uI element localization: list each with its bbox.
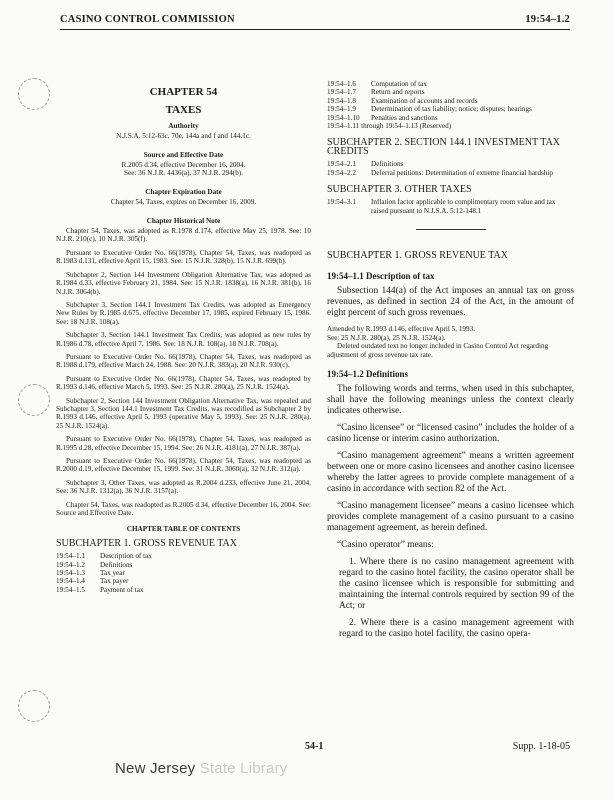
header-rule xyxy=(60,29,570,30)
toc-subchapter-2: SUBCHAPTER 2. SECTION 144.1 INVESTMENT TAX CREDITS xyxy=(327,137,561,157)
toc-num: 19:54–1.11 through 19:54–1.13 xyxy=(327,122,418,131)
history-paragraph: Subchapter 2, Section 144 Investment Obligation Alternative Tax, was adopted as R.1984 d.33, effective February 21, 1984. See: 15 N.J.R. 1838(a), 16 N.J.R. 381(b), 16 N.J.R. 3064(b). xyxy=(56,270,311,296)
toc-num: 19:54–1.4 xyxy=(56,577,85,586)
toc-subchapter-3: SUBCHAPTER 3. OTHER TAXES xyxy=(327,184,472,196)
section-divider xyxy=(416,229,486,230)
history-paragraph: Chapter 54, Taxes, was adopted as R.1978 d.174, effective May 25, 1978. See: 10 N.J.R. 210(c), 10 N.J.R. 305(f). xyxy=(56,227,311,244)
list-item: 2. Where there is a casino management agreement with regard to the casino hotel facility, the casino opera- xyxy=(339,617,574,639)
history-paragraph: Pursuant to Executive Order No. 66(1978), Chapter 54, Taxes, was readopted as R.1988 d.179, effective March 24, 1988. See: 20 N.J.R. 383(a), 20 N.J.R. 930(c). xyxy=(56,352,311,370)
toc-row xyxy=(327,122,574,130)
punch-hole-bottom xyxy=(18,690,50,722)
toc-num: 19:54–1.7 xyxy=(327,88,356,97)
toc-num: 19:54–1.5 xyxy=(56,585,85,594)
amendment-line: Deleted outdated text no longer included in Casino Control Act regarding adjustment of gross revenue tax rate. xyxy=(327,342,549,359)
toc-table-continued xyxy=(327,80,574,130)
toc-text: Penalties and sanctions xyxy=(371,113,438,122)
definition-paragraph: “Casino management licensee” means a casino licensee which provides complete management of a casino pursuant to a casino management agreement, as herein defined. xyxy=(327,500,574,533)
toc-text: Examination of accounts and records xyxy=(371,96,478,105)
toc-text: Determination of tax liability; notice; disputes; hearings xyxy=(371,105,532,114)
toc-text: Tax payer xyxy=(100,577,129,586)
expiration-text: Chapter 54, Taxes, expires on December 16, 2009. xyxy=(110,198,257,207)
toc-num: 19:54–1.8 xyxy=(327,96,356,105)
history-paragraph: Subchapter 2, Section 144 Investment Obligation Alternative Tax, was repealed and Subchapter 3, Section 144.1 Investment Tax Credits, was recodified as Subchapter 2 by R.1993 d.146, effective April 5, 1993 (operative May 5, 1993). See: 25 N.J.R. 280(a), 25 N.J.R. 1524(a). xyxy=(56,396,311,430)
expiration-heading: Chapter Expiration Date xyxy=(145,187,222,196)
toc-text: Deferral petitions: Determination of extreme financial hardship xyxy=(371,168,554,177)
toc-num: 19:54–1.3 xyxy=(56,569,85,578)
toc-num: 19:54–1.1 xyxy=(56,552,85,561)
toc-text: Definitions xyxy=(371,160,404,169)
toc-row xyxy=(327,80,574,88)
section-1-1-text: Subsection 144(a) of the Act imposes an annual tax on gross revenues, as defined in section 24 of the Act, in the amount of eight percent of such gross revenues. xyxy=(327,286,574,319)
toc-num: 19:54–2.1 xyxy=(327,160,356,169)
rule-text xyxy=(327,250,574,640)
toc-row xyxy=(327,198,574,215)
toc-text: Definitions xyxy=(100,560,133,569)
chapter-number: CHAPTER 54 xyxy=(149,86,218,98)
punch-hole-middle xyxy=(18,384,50,416)
header-section-number: 19:54–1.2 xyxy=(525,14,570,25)
definition-paragraph: The following words and terms, when used in this subchapter, shall have the following meanings unless the context clearly indicates otherwise. xyxy=(327,383,574,416)
right-column xyxy=(327,80,574,646)
toc-row xyxy=(56,586,311,594)
history-paragraph: Pursuant to Executive Order No. 66(1978), Chapter 54, Taxes, was readopted by R.1993 d.146, effective March 5, 1993. See: 25 N.J.R. 280(a), 25 N.J.R. 1524(a). xyxy=(56,374,311,392)
toc-row xyxy=(327,169,574,177)
source-heading: Source and Effective Date xyxy=(143,150,224,159)
toc-text: Payment of tax xyxy=(100,585,144,594)
toc-row xyxy=(56,552,311,560)
amendment-line: See: 25 N.J.R. 280(a), 25 N.J.R. 1524(a). xyxy=(327,333,446,342)
toc-heading: CHAPTER TABLE OF CONTENTS xyxy=(126,525,241,534)
definition-paragraph: “Casino licensee” or “licensed casino” includes the holder of a casino license or interim casino authorization. xyxy=(327,422,574,444)
history-paragraph: Chapter 54, Taxes, was readopted as R.2005 d.34, effective December 16, 2004. See: Source and Effective Date. xyxy=(56,500,311,518)
definition-list xyxy=(327,557,574,640)
amendment-line: Amended by R.1993 d.146, effective April 5, 1993. xyxy=(327,325,475,334)
toc-num: 19:54–3.1 xyxy=(327,198,356,207)
toc-row xyxy=(327,97,574,105)
history-paragraph: Subchapter 3, Other Taxes, was adopted as R.2004 d.233, effective June 21, 2004. See: 36 N.J.R. 1312(a), 36 N.J.R. 3157(a). xyxy=(56,478,311,496)
toc-num: 19:54–1.10 xyxy=(327,113,360,122)
history-paragraph: Subchapter 3, Section 144.1 Investment Tax Credits, was adopted as new rules by R.1986 d.78, effective April 7, 1986. See: 18 N.J.R. 108(a), 18 N.J.R. 708(a). xyxy=(56,331,311,348)
history-paragraph: Pursuant to Executive Order No. 66(1978), Chapter 54, Taxes, was readopted as R.1983 d.131, effective April 15, 1983. See: 15 N.J.R. 328(b), 15 N.J.R. 699(b). xyxy=(56,248,311,266)
toc-row xyxy=(327,88,574,96)
left-column xyxy=(56,80,311,594)
toc-row xyxy=(327,160,574,168)
toc-table-sub2 xyxy=(327,160,574,177)
list-item: 1. Where there is no casino management agreement with regard to the casino hotel facility, the casino operator shall be the casino licensee which is responsible for submitting and maintaining the internal controls required by section 99 of the Act; or xyxy=(339,556,574,611)
toc-text: Computation of tax xyxy=(371,80,427,88)
authority-text: N.J.S.A. 5:12-63c, 70e, 144a and f and 144.1c. xyxy=(116,132,251,141)
definition-paragraph: “Casino operator” means: xyxy=(337,539,434,550)
source-line-2: See: 36 N.J.R. 4436(a), 37 N.J.R. 294(b). xyxy=(124,169,243,178)
subchapter-1-heading: SUBCHAPTER 1. GROSS REVENUE TAX xyxy=(327,250,508,262)
toc-text: Return and reports xyxy=(371,88,425,97)
section-1-1-heading: 19:54–1.1 Description of tax xyxy=(327,271,435,282)
toc-text: Tax year xyxy=(100,569,125,578)
supplement-date: Supp. 1-18-05 xyxy=(512,741,570,752)
toc-text: Description of tax xyxy=(100,552,152,561)
library-name-part: New Jersey xyxy=(115,760,200,777)
toc-row xyxy=(56,569,311,577)
history-paragraph: Subchapter 3, Section 144.1 Investment Tax Credits, was adopted as Emergency New Rules by R.1985 d.675, effective December 17, 1985, expired February 15, 1986. See: 18 N.J.R. 108(a). xyxy=(56,300,311,326)
toc-table-sub3 xyxy=(327,198,574,215)
history-paragraph: Pursuant to Executive Order No. 66(1978), Chapter 54, Taxes, was readopted as R.1995 d.28, effective December 15, 1994. See: 26 N.J.R. 4181(a), 27 N.J.R. 387(a). xyxy=(56,435,311,452)
library-name-part: State Library xyxy=(199,760,288,777)
toc-subchapter-1: SUBCHAPTER 1. GROSS REVENUE TAX xyxy=(56,537,237,549)
page-number: 54-1 xyxy=(305,741,324,752)
toc-num: 19:54–1.9 xyxy=(327,105,356,114)
authority-heading: Authority xyxy=(168,121,199,130)
toc-table xyxy=(56,552,311,594)
toc-num: 19:54–1.6 xyxy=(327,80,356,88)
chapter-title: TAXES xyxy=(165,104,202,117)
page-header xyxy=(60,14,570,26)
amendment-note xyxy=(327,325,574,359)
toc-row xyxy=(56,577,311,585)
toc-text: (Reserved) xyxy=(419,122,452,131)
section-1-2-heading: 19:54–1.2 Definitions xyxy=(327,368,408,379)
punch-hole-top xyxy=(18,78,50,110)
toc-num: 19:54–1.2 xyxy=(56,560,85,569)
history-heading: Chapter Historical Note xyxy=(146,216,221,225)
definition-paragraph: “Casino management agreement” means a written agreement between one or more casino licensees and another casino licensee whereby the latter agrees to provide complete management of a casino in accordance with section 82 of the Act. xyxy=(327,450,574,494)
header-left-title: CASINO CONTROL COMMISSION xyxy=(60,14,235,25)
toc-row xyxy=(327,105,574,113)
toc-text: Inflation factor applicable to complimentary room value and tax raised pursuant to N.J.S.A. 5:12-148.1 xyxy=(371,198,556,215)
toc-num: 19:54–2.2 xyxy=(327,168,356,177)
library-watermark xyxy=(115,760,287,777)
source-line-1: R.2005 d.34, effective December 16, 2004. xyxy=(121,161,246,170)
history-paragraph: Pursuant to Executive Order No. 66(1978), Chapter 54, Taxes, was readopted as R.2000 d.19, effective December 15, 1999. See: 31 N.J.R. 3060(a), 32 N.J.R. 312(a). xyxy=(56,457,311,474)
toc-row xyxy=(327,114,574,122)
toc-row xyxy=(56,561,311,569)
